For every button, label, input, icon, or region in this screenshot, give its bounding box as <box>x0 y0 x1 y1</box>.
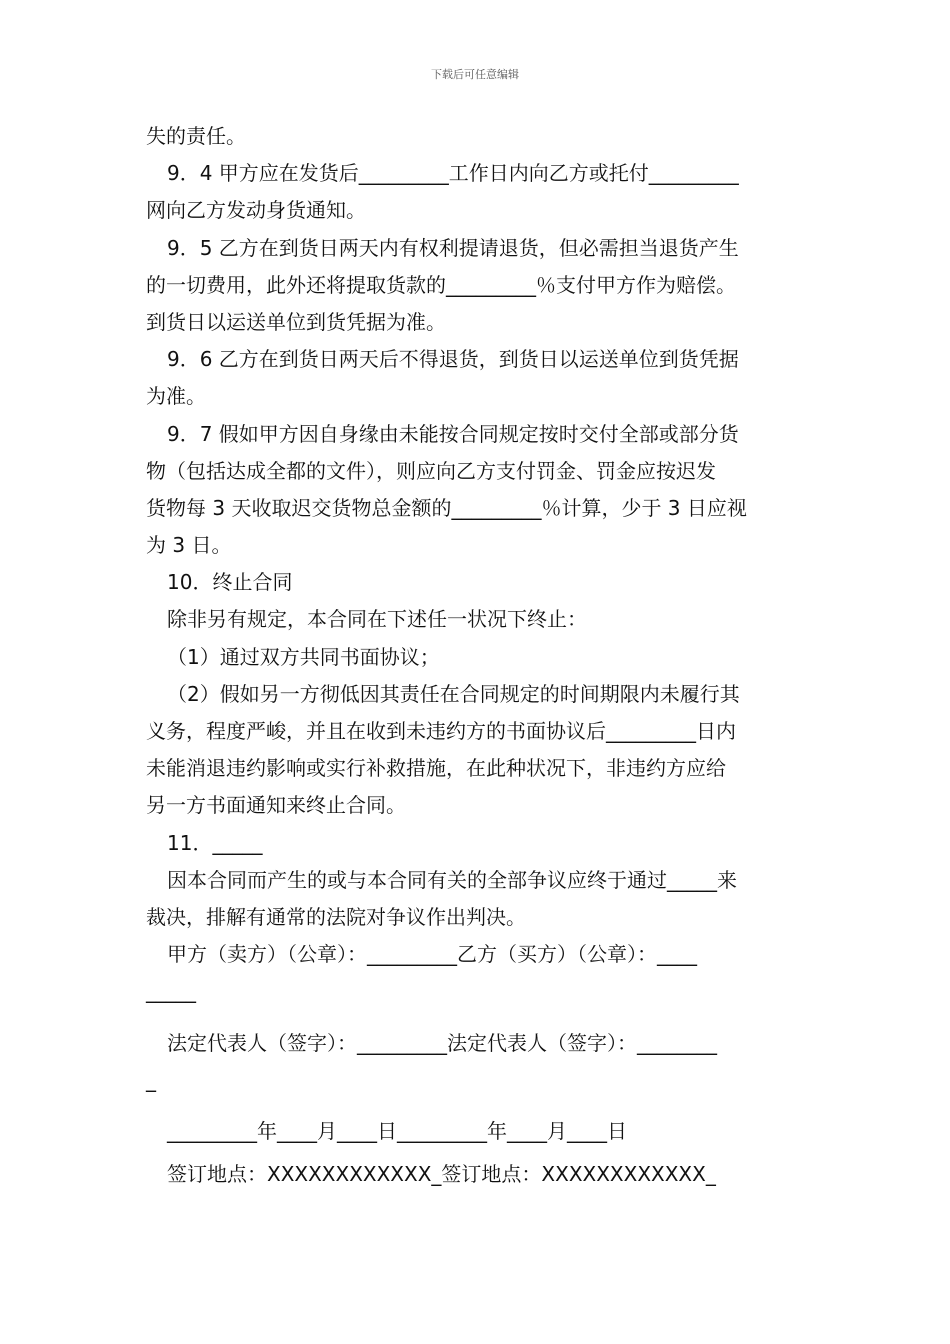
clause-9-4: 9．4 甲方应在发货后_________工作日内向乙方或托付_________ <box>167 161 739 186</box>
document-body <box>146 118 808 1193</box>
section-10-heading: 10．终止合同 <box>167 570 293 595</box>
section-11-heading: 11．_____ <box>167 830 263 855</box>
signing-date-line: _________年____月____日_________年____月____日 <box>167 1118 627 1143</box>
party-signature-line: 甲方（卖方）（公章）：_________乙方（买方）（公章）：____ <box>167 942 697 967</box>
text-line: 物（包括达成全都的文件），则应向乙方支付罚金、罚金应按迟发 <box>146 458 716 483</box>
page-header-note: 下载后可任意编辑 <box>431 68 519 81</box>
text-line: 货物每 3 天收取迟交货物总金额的_________％计算，少于 3 日应视 <box>146 495 747 520</box>
text-line: 失的责任。 <box>146 124 246 148</box>
termination-item-1: （1）通过双方共同书面协议； <box>167 644 440 669</box>
text-line: 未能消退违约影响或实行补救措施，在此种状况下，非违约方应给 <box>146 756 726 781</box>
party-signature-line-cont: _____ <box>146 979 196 1004</box>
dispute-clause: 因本合同而产生的或与本合同有关的全部争议应终于通过_____来 <box>167 867 737 892</box>
clause-9-5: 9．5 乙方在到货日两天内有权利提请退货，但必需担当退货产生 <box>167 235 739 260</box>
text-line: 裁决，排解有通常的法院对争议作出判决。 <box>146 904 526 929</box>
text-line: 的一切费用，此外还将提取货款的_________％支付甲方作为赔偿。 <box>146 272 736 297</box>
text-line: 义务，程度严峻，并且在收到未违约方的书面协议后_________日内 <box>146 719 736 743</box>
signing-place-line: 签订地点：XXXXXXXXXXXX_签订地点：XXXXXXXXXXXX_ <box>167 1162 716 1187</box>
representative-signature-line: 法定代表人（签字）：_________法定代表人（签字）：________ <box>167 1030 717 1055</box>
termination-item-2: （2）假如另一方彻低因其责任在合同规定的时间期限内未履行其 <box>167 681 740 706</box>
text-line: 除非另有规定，本合同在下述任一状况下终止： <box>167 607 587 632</box>
text-line: 另一方书面通知来终止合同。 <box>146 793 406 818</box>
text-line: 网向乙方发动身货通知。 <box>146 198 366 223</box>
text-line: 为 3 日。 <box>146 533 232 558</box>
clause-9-7: 9．7 假如甲方因自身缘由未能按合同规定按时交付全部或部分货 <box>167 421 739 446</box>
clause-9-6: 9．6 乙方在到货日两天后不得退货，到货日以运送单位到货凭据 <box>167 347 739 372</box>
text-line: 为准。 <box>146 384 206 409</box>
representative-signature-line-cont: _ <box>146 1067 156 1092</box>
text-line: 到货日以运送单位到货凭据为准。 <box>146 309 446 334</box>
